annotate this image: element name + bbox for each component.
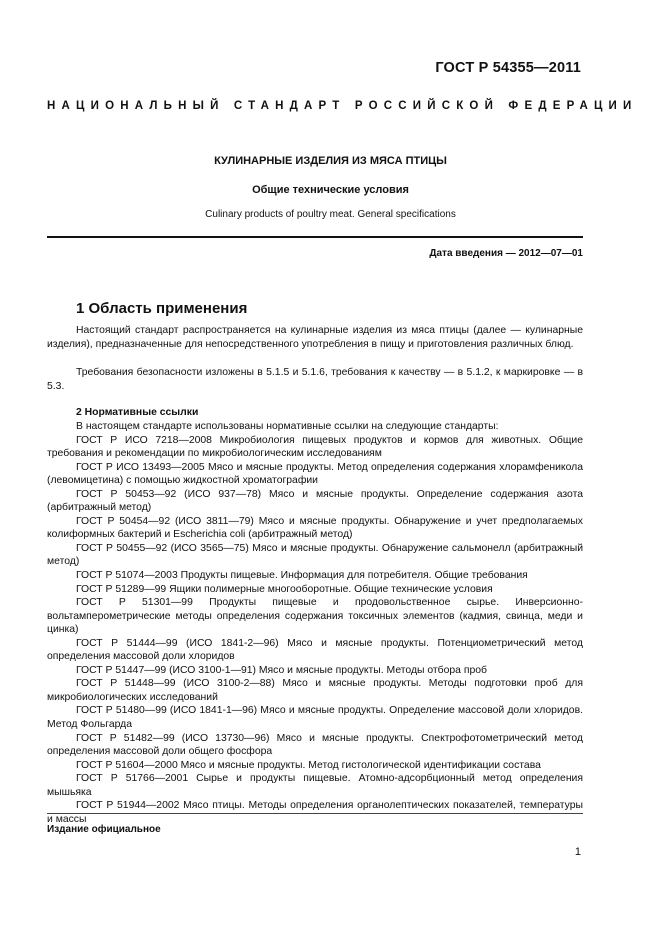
document-title-english: Culinary products of poultry meat. General specifications (205, 209, 456, 220)
reference-item: ГОСТ Р 51448—99 (ИСО 3100-2—88) Мясо и мясные продукты. Методы подготовки проб для микробиологических исследований (47, 678, 583, 703)
reference-item: ГОСТ Р 51482—99 (ИСО 13730—96) Мясо и мясные продукты. Спектрофотометрический метод определения массовой доли общего фосфора (47, 732, 583, 758)
normative-references-list (47, 420, 583, 826)
gost-number: ГОСТ Р 54355—2011 (435, 60, 581, 76)
national-standard-banner: НАЦИОНАЛЬНЫЙ СТАНДАРТ РОССИЙСКОЙ ФЕДЕРАЦИИ (47, 100, 638, 112)
section-2-heading: 2 Нормативные ссылки (76, 407, 199, 418)
reference-item: ГОСТ Р 51301—99 Продукты пищевые и продовольственное сырье. Инверсионно-вольтамперометрические методы определения содержания токсичных элементов (кадмия, свинца, меди и цинка) (47, 597, 583, 636)
reference-item: ГОСТ Р 51074—2003 Продукты пищевые. Информация для потребителя. Общие требования (76, 570, 528, 582)
edition-label: Издание официальное (47, 824, 161, 835)
reference-item: ГОСТ Р 51944—2002 Мясо птицы. Методы определения органолептических показателей, температуры и массы (47, 800, 583, 825)
document-title: КУЛИНАРНЫЕ ИЗДЕЛИЯ ИЗ МЯСА ПТИЦЫ (214, 155, 447, 167)
reference-item: ГОСТ Р 50454—92 (ИСО 3811—79) Мясо и мясные продукты. Обнаружение и учет предполагаемых колиформных бактерий и Escherichia coli (арбитражный метод) (47, 515, 583, 541)
section-1-paragraph (47, 324, 583, 351)
reference-item: ГОСТ Р ИСО 13493—2005 Мясо и мясные продукты. Метод определения содержания хлорамфеникола (левомицетина) с помощью жидкостной хроматографии (47, 461, 583, 487)
document-subtitle: Общие технические условия (252, 184, 409, 196)
reference-item: ГОСТ Р 51289—99 Ящики полимерные многооборотные. Общие технические условия (76, 583, 493, 595)
reference-item: ГОСТ Р 51444—99 (ИСО 1841-2—96) Мясо и мясные продукты. Потенциометрический метод определения массовой доли хлоридов (47, 637, 583, 663)
reference-item: ГОСТ Р 51480—99 (ИСО 1841-1—96) Мясо и мясные продукты. Определение массовой доли хлоридов. Метод Фольгарда (47, 705, 583, 731)
reference-item: ГОСТ Р 51447—99 (ИСО 3100-1—91) Мясо и мясные продукты. Методы отбора проб (76, 664, 487, 676)
reference-item: ГОСТ Р 50455—92 (ИСО 3565—75) Мясо и мясные продукты. Обнаружение сальмонелл (арбитражный метод) (47, 542, 583, 568)
reference-item: ГОСТ Р 51604—2000 Мясо и мясные продукты. Метод гистологической идентификации состава (76, 759, 541, 771)
footer-divider (47, 813, 583, 814)
title-divider (47, 236, 583, 238)
section-1-heading: 1 Область применения (76, 300, 248, 317)
paragraph: Настоящий стандарт распространяется на кулинарные изделия из мяса птицы (далее — кулинарные изделия), предназначенные для непосредственного употребления в пищу и приготовления различных блюд. (47, 325, 583, 350)
section-1-paragraph (47, 366, 583, 393)
paragraph: Требования безопасности изложены в 5.1.5 и 5.1.6, требования к качеству — в 5.1.2, к маркировке — в 5.3. (47, 367, 583, 392)
page-number: 1 (574, 846, 581, 858)
intro-date: Дата введения — 2012—07—01 (429, 248, 583, 259)
reference-intro: В настоящем стандарте использованы нормативные ссылки на следующие стандарты: (76, 421, 499, 432)
reference-item: ГОСТ Р ИСО 7218—2008 Микробиология пищевых продуктов и кормов для животных. Общие требования и рекомендации по микробиологическим исследованиям (47, 434, 583, 460)
reference-item: ГОСТ Р 51766—2001 Сырье и продукты пищевые. Атомно-адсорбционный метод определения мышьяка (47, 773, 583, 798)
reference-item: ГОСТ Р 50453—92 (ИСО 937—78) Мясо и мясные продукты. Определение содержания азота (арбитражный метод) (47, 488, 583, 514)
